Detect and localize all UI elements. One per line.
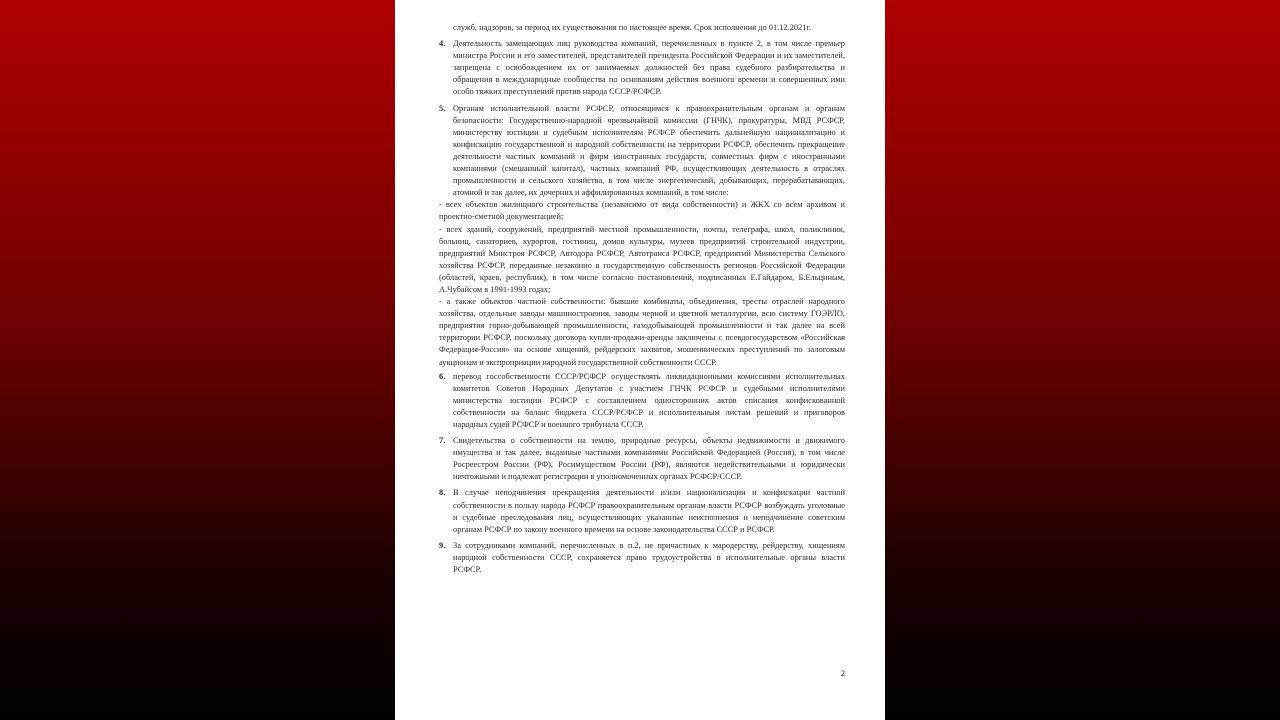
dash-paragraph-2: - всех зданий, сооружений, предприятий местной промышленности, почты, телеграфа, школ, поликлиник, больниц, санаториев, курортов, гостиниц, домов культуры, музеев предприятий строительной индустрии, предприятий Минстроя РСФСР, Автодора РСФСР, Автотранса РСФСР, предприятий Министерства Сельского хозяйства РСФСР, переданные незаконно в государственную собственность регионов Российской Федерации (областей, краев, республик), в том числе согласно постановлений, подписанных Е.Гайдаром, Б.Ельциным, А.Чубайсом в 1991-1993 годах; [439,224,845,294]
dash-paragraph-3: - а также объектов частной собственности: бывшие комбинаты, объединения, тресты отраслей народного хозяйства, отдельные заводы машиностроения, заводы черной и цветной металлургии, всю систему ГОЭРЛО, предприятия горно-добывающей промышленности, газодобывающей промышленности и так далее на всей территории РСФСР, поскольку договора купли-продажи-аренды заключены с псевдогосударством «Российская Федерация-Россия» на основе хищений, рейдерских захватов, мошеннических преступлений по залоговым аукционам и экспроприации народной государственной собственности СССР. [439,297,845,367]
item-number: 9. [439,540,446,550]
item-number: 7. [439,436,446,446]
item-text: Органам исполнительной власти РСФСР, относящимся к правоохранительным органам и органам безопасности: Государственно-народной чрезвычайной комиссии (ГНЧК), прокуратуры, МВД РСФСР, министерству юстиции и судебным исполнителям РСФСР обеспечить дальнейшую национализацию и конфискацию государственной и народной собственности на территории РСФСР, обеспечить прекращение деятельности частных компаний и фирм иностранных государств, совместных фирм с иностранными компаниями (смешанный капитал), частных компаний РФ, осуществляющих деятельность в отраслях промышленности и сельского хозяйства, в том числе энергетической, добывающих, перерабатывающих, атомной и так далее, их дочерних и аффилированных компаний, в том числе: [453,103,845,198]
list-item-6 [439,371,845,431]
list-item-8 [439,487,845,535]
item-number: 8. [439,488,446,498]
list-item-9 [439,540,845,576]
item-text: Деятельность замещающих лиц руководства компаний, перечисленных в пункте 2, в том числе премьер министра России и его заместителей, представителей президента Российской Федерации и их заместителей, запрещена с освобождением их от занимаемых должностей без права судебного разбирательства и обращения в международные сообщества по основаниям действия военного времени и совершенных ими особо тяжких преступлений против народа СССР/РСФСР. [453,39,845,97]
intro-paragraph: служб, надзоров, за период их существования по настоящее время. Срок исполнения до 01.12.2021г. [453,23,812,32]
document-body [439,22,845,580]
item-number: 4. [439,39,446,49]
page-number: 2 [840,668,845,678]
item-number: 5. [439,103,446,113]
list-item-5 [439,103,845,200]
item-number: 6. [439,371,446,381]
item-text: перевод госсобственности СССР/РСФСР осуществлять ликвидационными комиссиями исполнительных комитетов Советов Народных Депутатов с участием ГНЧК РСФСР и судебными исполнителями министерства юстиции РСФСР с составлением односторонних актов списания конфискованной собственности на баланс бюджета СССР/РСФСР и исполнительным листам решений и приговоров народных судей РСФСР и военного трибунала СССР. [453,371,845,429]
list-item-7 [439,435,845,483]
item-text: В случае неподчинения прекращения деятельности и/или национализации и конфискации частной собственности в пользу народа РСФСР правоохранительным органам власти РСФСР возбуждать уголовные и судебные преследования лиц, осуществляющих указанные неисполнения и неподчинение советским органам РСФСР по закону военного времени на основе законодательства СССР и РСФСР. [453,488,845,534]
item-text: Свидетельства о собственности на землю, природные ресурсы, объекты недвижимости и движимого имущества и так далее, выданные частными компаниями Российской Федерацией (Россия), в том числе Росреестром России (РФ), Росимуществом России (РФ), являются недействительными и юридически ничтожными и подлежат регистрации в уполномоченных органах РСФСР/СССР. [453,436,845,482]
document-page [395,0,885,720]
list-item-4 [439,38,845,98]
dash-paragraph-1: - всех объектов жилищного строительства (независимо от вида собственности) и ЖКХ со всем архивом и проектно-сметной документацией; [439,200,845,222]
item-text: За сотрудниками компаний, перечисленных в п.2, не причастных к мародерству, рейдерству, хищениям народной собственности СССР, сохраняется право трудоустройства в исполнительные органы власти РСФСР. [453,540,845,575]
